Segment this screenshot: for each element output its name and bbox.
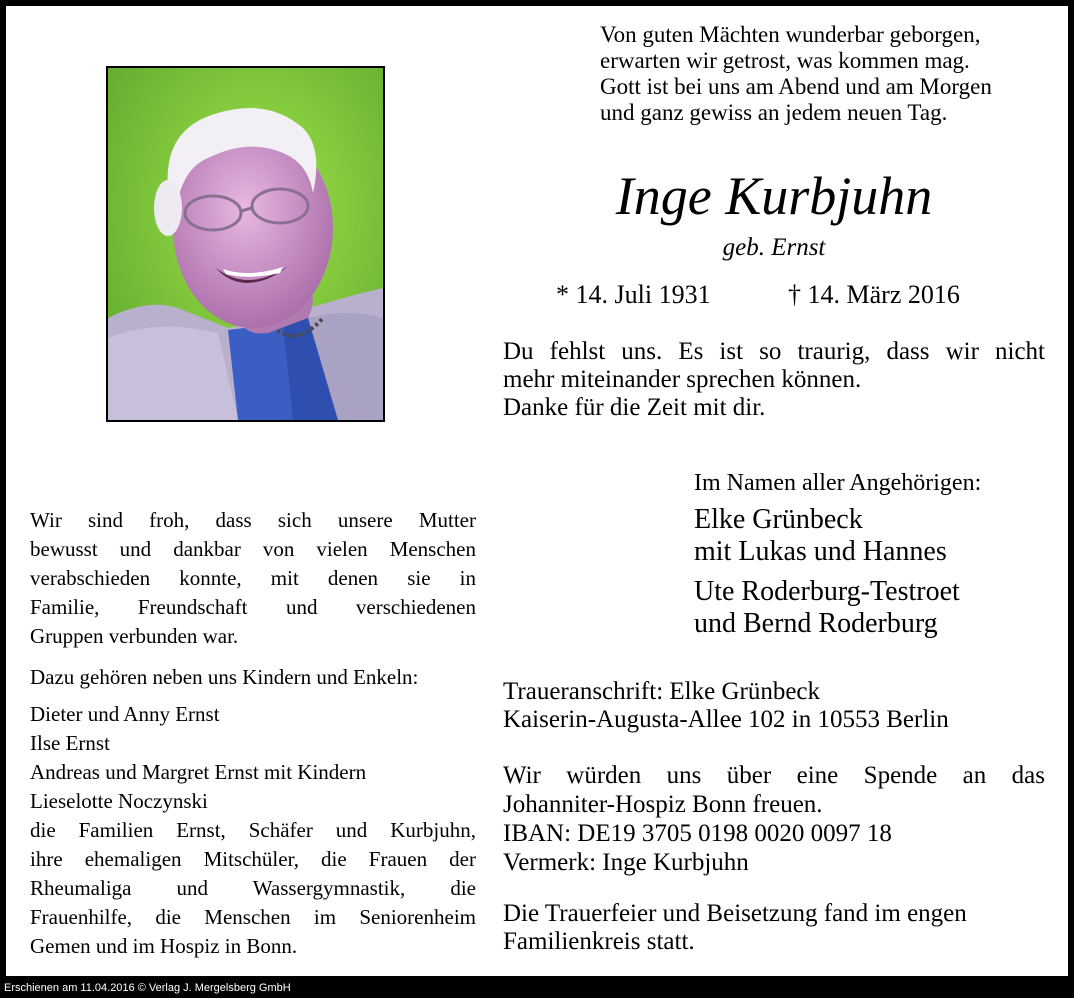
- poem-line: erwarten wir getrost, was kommen mag.: [600, 48, 970, 73]
- funeral-note: [503, 900, 967, 956]
- thanks-line: Wir sind froh, dass sich unsere Mutter: [30, 508, 476, 532]
- signer-line: Ute Roderburg-Testroet: [694, 576, 960, 607]
- signers-intro: Im Namen aller Angehörigen:: [694, 470, 982, 496]
- signer-line: und Bernd Roderburg: [694, 608, 938, 639]
- message-line: mehr miteinander sprechen können.: [503, 366, 862, 393]
- birth-name: geb. Ernst: [722, 234, 826, 261]
- person-line: ihre ehemaligen Mitschüler, die Frauen der: [30, 847, 476, 871]
- signer-line: mit Lukas und Hannes: [694, 536, 947, 567]
- message-line: Danke für die Zeit mit dir.: [503, 394, 766, 421]
- donation-request: [503, 761, 1045, 877]
- poem-line: Von guten Mächten wunderbar geborgen,: [600, 22, 981, 47]
- birth-date: * 14. Juli 1931: [556, 280, 711, 309]
- poem-line: und ganz gewiss an jedem neuen Tag.: [600, 100, 948, 125]
- portrait-photo: [106, 66, 385, 422]
- address-line: Kaiserin-Augusta-Allee 102 in 10553 Berlin: [503, 706, 949, 733]
- publication-footer: Erschienen am 11.04.2016 © Verlag J. Mergelsberg GmbH: [4, 982, 291, 994]
- death-date: † 14. März 2016: [788, 280, 960, 309]
- poem-line: Gott ist bei uns am Abend und am Morgen: [600, 74, 992, 99]
- person-line: die Familien Ernst, Schäfer und Kurbjuhn,: [30, 818, 476, 842]
- address-line: Traueranschrift: Elke Grünbeck: [503, 678, 821, 705]
- person-line: Lieselotte Noczynski: [30, 789, 208, 813]
- donation-line: Vermerk: Inge Kurbjuhn: [503, 849, 749, 876]
- donation-line: Wir würden uns über eine Spende an das: [503, 762, 1045, 789]
- thanks-line: Familie, Freundschaft und verschiedenen: [30, 595, 476, 619]
- person-line: Gemen und im Hospiz in Bonn.: [30, 934, 298, 958]
- person-line: Rheumaliga und Wassergymnastik, die: [30, 876, 476, 900]
- deceased-name: Inge Kurbjuhn: [615, 166, 933, 226]
- thanks-dazu: Dazu gehören neben uns Kindern und Enkeln:: [30, 665, 419, 689]
- farewell-message: [503, 338, 1045, 422]
- thanks-intro: [30, 506, 476, 651]
- thanks-people: [30, 700, 476, 961]
- person-line: Frauenhilfe, die Menschen im Seniorenheim: [30, 905, 476, 929]
- signer-line: Elke Grünbeck: [694, 504, 863, 535]
- donation-line: IBAN: DE19 3705 0198 0020 0097 18: [503, 820, 892, 847]
- person-line: Andreas und Margret Ernst mit Kindern: [30, 760, 367, 784]
- obituary-notice: [6, 6, 1068, 976]
- signers-list: [694, 504, 960, 648]
- donation-line: Johanniter-Hospiz Bonn freuen.: [503, 791, 823, 818]
- funeral-line: Familienkreis statt.: [503, 928, 695, 955]
- thanks-line: bewusst und dankbar von vielen Menschen: [30, 537, 476, 561]
- thanks-line: Gruppen verbunden war.: [30, 624, 239, 648]
- signer-group: [694, 576, 960, 640]
- thanks-line: verabschieden konnte, mit denen sie in: [30, 566, 476, 590]
- signer-group: [694, 504, 960, 568]
- funeral-line: Die Trauerfeier und Beisetzung fand im engen: [503, 900, 967, 927]
- person-line: Dieter und Anny Ernst: [30, 702, 220, 726]
- mourning-address: [503, 678, 949, 734]
- person-line: Ilse Ernst: [30, 731, 110, 755]
- message-line: Du fehlst uns. Es ist so traurig, dass wir nicht: [503, 338, 1045, 365]
- thanks-text: [30, 506, 476, 961]
- poem-verse: [600, 22, 992, 126]
